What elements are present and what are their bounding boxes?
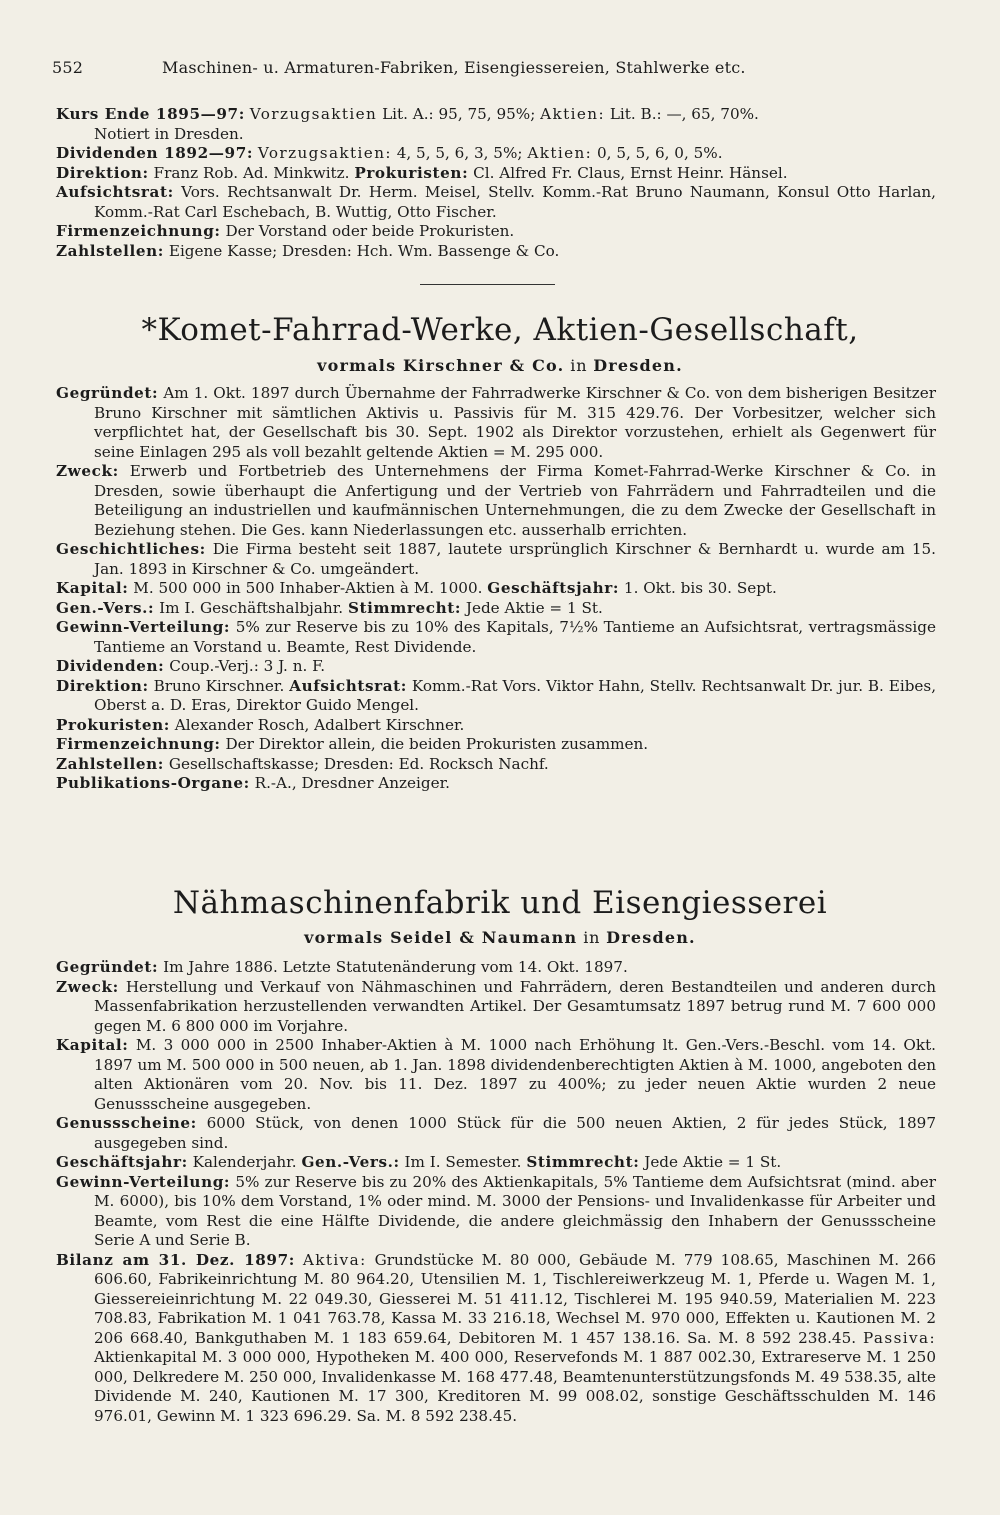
publikations-organe-entry: Publikations-Organe: R.-A., Dresdner Anzeiger. <box>56 774 451 792</box>
firmenzeichnung-entry: Firmenzeichnung: Der Direktor allein, die beiden Prokuristen zusammen. <box>56 735 649 753</box>
bilanz-entry: Bilanz am 31. Dez. 1897: Aktiva: Grundstücke M. 80 000, Gebäude M. 779 108.65, Maschinen M. 266 606.60, Fabrikeinrichtung M. 80 964.20, Utensilien M. 1, Tischlereiwerkzeug M. 1, Pferde u. Wagen M. 1, Giessereieinrichtung M. 22 049.30, Giesserei M. 51 411.12, Tischlerei M. 195 940.59, Materialien M. 223 708.83, Fabrikation M. 1 041 763.78, Kassa M. 33 216.18, Wechsel M. 970 000, Effekten u. Kautionen M. 2 206 668.40, Bankguthaben M. 1 183 659.64, Debitoren M. 1 457 138.16. Sa. M. 8 592 238.45. Passiva: Aktienkapital M. 3 000 000, Hypotheken M. 400 000, Reservefonds M. 1 887 002.30, Extrareserve M. 1 250 000, Delkredere M. 250 000, Invalidenkasse M. 168 477.48, Beamtenunterstützungsfonds M. 49 538.35, alte Dividende M. 240, Kautionen M. 17 300, Kreditoren M. 99 008.02, sonstige Geschäftsschulden M. 146 976.01, Gewinn M. 1 323 696.29. Sa. M. 8 592 238.45. <box>56 1250 936 1425</box>
gewinn-verteilung-entry: Gewinn-Verteilung: 5% zur Reserve bis zu 20% des Aktienkapitals, 5% Tantieme dem Aufsichtsrat (mind. aber M. 6000), bis 10% dem Vorstand, 1% oder mind. M. 3000 der Pensions- und Invalidenkasse für Arbeiter und Beamte, vom Rest die eine Hälfte Dividende, die andere gleichmässig den Inhabern der Genussscheine Serie A und Serie B. <box>56 1172 936 1249</box>
page-number: 552 <box>52 58 84 77</box>
dividenden-entry: Dividenden 1892—97: Vorzugsaktien: 4, 5, 5, 6, 3, 5%; Aktien: 0, 5, 5, 6, 0, 5%. <box>56 144 723 162</box>
geschaeftsjahr-entry: Geschäftsjahr: Kalenderjahr. Gen.-Vers.: Im I. Semester. Stimmrecht: Jede Aktie = 1 St. <box>56 1153 782 1171</box>
firmenzeichnung-entry: Firmenzeichnung: Der Vorstand oder beide Prokuristen. <box>56 222 515 240</box>
geschichtliches-entry: Geschichtliches: Die Firma besteht seit 1887, lautete ursprünglich Kirschner & Bernhardt u. wurde am 15. Jan. 1893 in Kirschner & Co. umgeändert. <box>56 540 937 578</box>
company-subtitle-naehmaschinenfabrik: vormals Seidel & Naumann in Dresden. <box>304 928 696 947</box>
dividenden-entry: Dividenden: Coup.-Verj.: 3 J. n. F. <box>56 657 326 675</box>
company-title-komet: *Komet-Fahrrad-Werke, Aktien-Gesellschaft, <box>141 312 859 348</box>
komet-entry <box>56 384 936 794</box>
company-subtitle-komet: vormals Kirschner & Co. in Dresden. <box>317 356 683 375</box>
previous-company-entry <box>56 105 936 261</box>
zahlstellen-entry: Zahlstellen: Eigene Kasse; Dresden: Hch. Wm. Bassenge & Co. <box>56 241 560 260</box>
genussscheine-entry: Genussscheine: 6000 Stück, von denen 1000 Stück für die 500 neuen Aktien, 2 für jedes Stück, 1897 ausgegeben sind. <box>56 1114 937 1152</box>
prokuristen-entry: Prokuristen: Alexander Rosch, Adalbert Kirschner. <box>56 715 465 734</box>
company-title-naehmaschinenfabrik: Nähmaschinenfabrik und Eisengiesserei <box>172 885 828 921</box>
direktion-entry: Direktion: Franz Rob. Ad. Minkwitz. Prokuristen: Cl. Alfred Fr. Claus, Ernst Heinr. Hänsel. <box>56 163 788 182</box>
gewinn-verteilung-entry: Gewinn-Verteilung: 5% zur Reserve bis zu 10% des Kapitals, 7½% Tantieme an Aufsichtsrat, vertragsmässige Tantieme an Vorstand u. Beamte, Rest Dividende. <box>56 618 936 656</box>
zahlstellen-entry: Zahlstellen: Gesellschaftskasse; Dresden: Ed. Rocksch Nachf. <box>56 754 549 773</box>
section-divider <box>420 284 555 285</box>
kapital-entry: Kapital: M. 500 000 in 500 Inhaber-Aktien à M. 1000. Geschäftsjahr: 1. Okt. bis 30. Sept. <box>56 579 777 597</box>
kurs-entry: Kurs Ende 1895—97: Vorzugsaktien Lit. A.: 95, 75, 95%; Aktien: Lit. B.: —, 65, 70%. Notiert in Dresden. <box>56 105 759 143</box>
genvers-entry: Gen.-Vers.: Im I. Geschäftshalbjahr. Stimmrecht: Jede Aktie = 1 St. <box>56 598 603 617</box>
zweck-entry: Zweck: Herstellung und Verkauf von Nähmaschinen und Fahrrädern, deren Bestandteilen und anderen durch Massenfabrikation herzustellenden verwandten Artikel. Der Gesamtumsatz 1897 betrug rund M. 7 600 000 gegen M. 6 800 000 im Vorjahre. <box>56 977 937 1035</box>
gegruendet-entry: Gegründet: Im Jahre 1886. Letzte Statutenänderung vom 14. Okt. 1897. <box>56 958 628 976</box>
zweck-entry: Zweck: Erwerb und Fortbetrieb des Unternehmens der Firma Komet-Fahrrad-Werke Kirschner & Co. in Dresden, sowie überhaupt die Anfertigung und der Vertrieb von Fahrrädern und Fahrradteilen und die Beteiligung an industriellen und kaufmännischen Unternehmungen, die zu dem Zwecke der Gesellschaft in Beziehung stehen. Die Ges. kann Niederlassungen etc. ausserhalb errichten. <box>56 462 936 539</box>
kapital-entry: Kapital: M. 3 000 000 in 2500 Inhaber-Aktien à M. 1000 nach Erhöhung lt. Gen.-Vers.-Beschl. vom 14. Okt. 1897 um M. 500 000 in 500 neuen, ab 1. Jan. 1898 dividendenberechtigten Aktien à M. 1000, angeboten den alten Aktionären vom 20. Nov. bis 11. Dez. 1897 zu 400%; zu jeder neuen Aktie wurden 2 neue Genussscheine ausgegeben. <box>56 1036 936 1113</box>
direktion-entry: Direktion: Bruno Kirschner. Aufsichtsrat: Komm.-Rat Vors. Viktor Hahn, Stellv. Rechtsanwalt Dr. jur. B. Eibes, Oberst a. D. Eras, Direktor Guido Mengel. <box>56 676 937 714</box>
naehmaschinenfabrik-entry <box>56 958 936 1426</box>
aufsichtsrat-entry: Aufsichtsrat: Vors. Rechtsanwalt Dr. Herm. Meisel, Stellv. Komm.-Rat Bruno Naumann, Konsul Otto Harlan, Komm.-Rat Carl Eschebach, B. Wuttig, Otto Fischer. <box>56 183 937 221</box>
page-header <box>52 58 942 77</box>
gegruendet-entry: Gegründet: Am 1. Okt. 1897 durch Übernahme der Fahrradwerke Kirschner & Co. von dem bisherigen Besitzer Bruno Kirschner mit sämtlichen Aktivis u. Passivis für M. 315 429.76. Der Vorbesitzer, welcher sich verpflichtet hat, der Gesellschaft bis 30. Sept. 1902 als Direktor vorzustehen, erhielt als Gegenwert für seine Einlagen 295 als voll bezahlt geltende Aktien = M. 295 000. <box>56 384 937 461</box>
running-title: Maschinen- u. Armaturen-Fabriken, Eisengiessereien, Stahlwerke etc. <box>162 58 746 77</box>
